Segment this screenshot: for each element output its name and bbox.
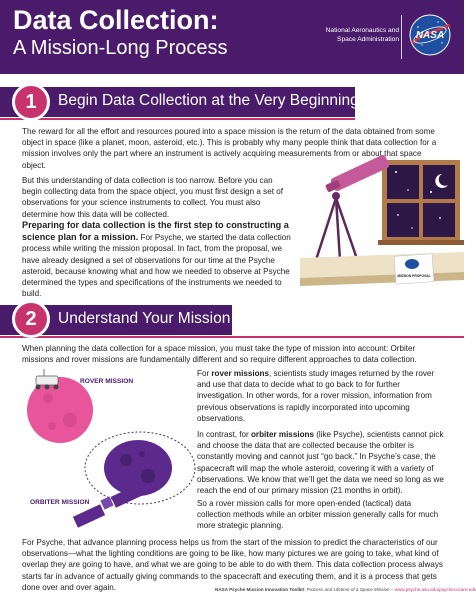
agency-line-2: Space Administration (337, 36, 399, 43)
orbiter-paragraph-prefix: In contrast, for (197, 430, 251, 439)
footer-italic: : Process and Lifetime of a Space Mission (304, 587, 390, 592)
star (395, 171, 397, 173)
section-1-paragraph-3-rest: For Psyche, we started the data collection process while writing the mission proposal. In fact, from the proposal, we have already designed a set of observations for our time at the Psyche asteroid, because knowing what and how we needed to observe at Psyche determined the types and specifications of the instruments we needed to build. (22, 233, 291, 299)
window-pane (423, 203, 455, 237)
section-1-bar (0, 87, 359, 117)
footer-link[interactable]: – www.psyche.asu.edu/psychecocare.edu (389, 587, 476, 592)
window-pane (387, 203, 419, 237)
rover-missions-paragraph (197, 368, 447, 424)
section-1-paragraph-3 (22, 219, 294, 299)
nasa-logo-text: NASA (415, 30, 445, 41)
section-1-paragraph-2: But this understanding of data collection is too narrow. Before you can begin collecting data from the space object, you must first design a set of observations for your science instruments to collect. You must also determine how this data will be collected. (22, 176, 283, 219)
agency-line-1: National Aeronautics and (325, 27, 399, 34)
orbiter-paragraph-rest: (like Psyche), scientists cannot pick and choose the data that are collected because the orbiter is constantly moving and cannot just “go back.” In Psyche’s case, the spacecraft will map the whole asteroid, covering it with a variety of observations. We know that we’ll get the data we need so long as we reach the end of our primary mission (21 months in orbit). (197, 430, 444, 496)
rover-mission-label: ROVER MISSION (80, 378, 134, 385)
mission-proposal-document (394, 254, 434, 285)
section-1-number: 1 (12, 83, 50, 121)
section-1-underline (0, 118, 355, 120)
section-1-paragraph-1: The reward for all the effort and resources poured into a space mission is the return of the data obtained from some object in space (like a planet, moon, asteroid, etc.). This is probably why many people think that data collection for a mission involves only the part where an instrument is actively acquiring measurements from or about that space object. (22, 127, 437, 170)
page-footer (215, 587, 476, 592)
proposal-label: MISSION PROPOSAL (397, 274, 431, 278)
section-2-number: 2 (12, 300, 50, 338)
section-2-title: Understand Your Mission (58, 310, 231, 327)
title-line-2: A Mission-Long Process (13, 37, 228, 59)
section-1-paragraph-3-bold: Preparing for data collection is the first step to constructing a science plan for a mission. (22, 220, 289, 243)
section-2-intro: When planning the data collection for a space mission, you must take the type of mission into account: Orbiter missions and rover missions are fundamentally different and so require different approaches to data collection. (22, 344, 417, 365)
psyche-planning-paragraph: For Psyche, that advance planning process helps us from the start of the mission to predict the characteristics of our observations—what the lighting conditions are going to be like, how many pictures we are going to take, what kind of overlap they are going to have, and what we are going to be able to do with them. This data collection process always starts far in advance of actually giving commands to the spacecraft and executing them, and it is a process that gets done over and over again. (22, 538, 443, 592)
footer-bold: NASA Psyche Mission Innovation Toolkit (215, 587, 305, 592)
star (407, 189, 409, 191)
star (430, 191, 432, 193)
nasa-logo-icon (408, 13, 452, 57)
rover-paragraph-rest: , scientists study images returned by the rover and use that data to decide what to go back to for further investigation. In other words, for a rover mission, information from previous observations is rapidly incorporated into upcoming observations. (197, 369, 435, 423)
orbiter-mission-label: ORBITER MISSION (30, 499, 90, 506)
section-2-underline (0, 336, 464, 338)
rover-icon (36, 369, 59, 390)
rover-paragraph-bold: rover missions (211, 369, 269, 378)
page-title (13, 6, 228, 61)
window-sill (378, 240, 464, 245)
mission-summary-paragraph: So a rover mission calls for more open-ended (tactical) data collection methods while an orbiter mission generally calls for much more strategic planning. (197, 499, 439, 531)
telescope-window-illustration (300, 160, 464, 300)
window-pane (387, 165, 419, 199)
star (411, 227, 412, 228)
title-line-1: Data Collection: (13, 5, 219, 35)
header-divider (401, 15, 402, 59)
orbiter-spacecraft-icon (73, 484, 143, 528)
star (439, 217, 441, 219)
rover-paragraph-prefix: For (197, 369, 212, 378)
orbiter-missions-paragraph (197, 429, 447, 496)
section-1-title: Begin Data Collection at the Very Beginning (58, 92, 359, 109)
header-banner (0, 0, 464, 74)
orbiter-paragraph-bold: orbiter missions (250, 430, 314, 439)
star (397, 214, 399, 216)
agency-name (309, 26, 399, 44)
proposal-nasa-logo-icon (405, 259, 419, 269)
